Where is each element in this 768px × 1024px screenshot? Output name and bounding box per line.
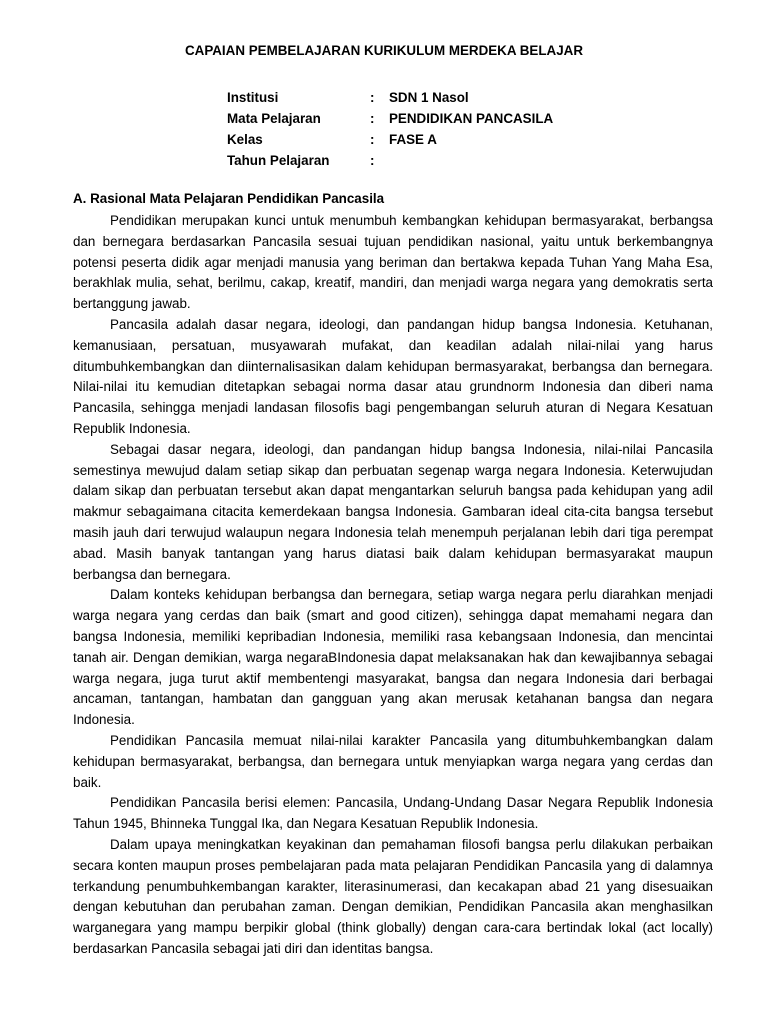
- meta-label: Kelas: [227, 132, 263, 147]
- paragraph: Pendidikan merupakan kunci untuk menumbuh kembangkan kehidupan bermasyarakat, berbangsa dan bernegara berdasarkan Pancasila sesuai tujuan pendidikan nasional, yaitu untuk berkembangnya potensi peserta didik agar menjadi manusia yang beriman dan bertakwa kepada Tuhan Yang Maha Esa, berakhlak mulia, sehat, berilmu, cakap, kreatif, mandiri, dan menjadi warga negara yang demokratis serta bertanggung jawab.: [73, 213, 713, 312]
- paragraph: Dalam upaya meningkatkan keyakinan dan pemahaman filosofi bangsa perlu dilakukan perbaikan secara konten maupun proses pembelajaran pada mata pelajaran Pendidikan Pancasila yang di dalamnya terkandung penumbuhkembangan karakter, literasinumerasi, dan kecakapan abad 21 yang disesuaikan dengan kebutuhan dan perubahan zaman. Dengan demikian, Pendidikan Pancasila akan menghasilkan warganegara yang mampu berpikir global (think globally) dengan cara-cara bertindak lokal (act locally) berdasarkan Pancasila sebagai jati diri dan identitas bangsa.: [73, 836, 713, 956]
- paragraph: Dalam konteks kehidupan berbangsa dan bernegara, setiap warga negara perlu diarahkan menjadi warga negara yang cerdas dan baik (smart and good citizen), sehingga dapat memahami negara dan bangsa Indonesia, memiliki kepribadian Indonesia, memiliki rasa kebangsaan Indonesia, dan mencintai tanah air. Dengan demikian, warga negaraBIndonesia dapat melaksanakan hak dan kewajibannya sebagai warga negara, juga turut aktif membentengi masyarakat, bangsa dan negara Indonesia dari berbagai ancaman, tantangan, hambatan dan gangguan yang akan merusak ketahanan bangsa dan negara Indonesia.: [73, 587, 713, 728]
- meta-colon: :: [370, 153, 375, 168]
- paragraph: Pancasila adalah dasar negara, ideologi, dan pandangan hidup bangsa Indonesia. Ketuhanan, kemanusiaan, persatuan, musyawarah mufakat, dan keadilan adalah nilai-nilai yang harus ditumbuhkembangkan dan diinternalisasikan dalam kehidupan bermasyarakat, berbangsa dan bernegara. Nilai-nilai itu kemudian ditetapkan sebagai norma dasar atau grundnorm Indonesia dan diberi nama Pancasila, sehingga menjadi landasan filosofis bagi pengembangan seluruh aturan di Negara Kesatuan Republik Indonesia.: [73, 316, 713, 436]
- meta-colon: :: [370, 132, 375, 147]
- paragraph: Pendidikan Pancasila berisi elemen: Pancasila, Undang-Undang Dasar Negara Republik Indonesia Tahun 1945, Bhinneka Tunggal Ika, dan Negara Kesatuan Republik Indonesia.: [73, 795, 713, 832]
- meta-colon: :: [370, 90, 375, 105]
- section-heading: A. Rasional Mata Pelajaran Pendidikan Pancasila: [73, 191, 385, 206]
- meta-value: PENDIDIKAN PANCASILA: [389, 111, 554, 126]
- document-title: CAPAIAN PEMBELAJARAN KURIKULUM MERDEKA BELAJAR: [184, 43, 583, 58]
- meta-value: SDN 1 Nasol: [389, 90, 469, 105]
- meta-label: Mata Pelajaran: [227, 111, 321, 126]
- section-body: [73, 211, 713, 960]
- paragraph: Pendidikan Pancasila memuat nilai-nilai karakter Pancasila yang ditumbuhkembangkan dalam kehidupan bermasyarakat, berbangsa, dan bernegara untuk menyiapkan warga negara yang cerdas dan baik.: [73, 732, 713, 790]
- meta-value: FASE A: [389, 132, 437, 147]
- meta-label: Tahun Pelajaran: [227, 153, 330, 168]
- meta-colon: :: [370, 111, 375, 126]
- paragraph: Sebagai dasar negara, ideologi, dan pandangan hidup bangsa Indonesia, nilai-nilai Pancasila semestinya mewujud dalam setiap sikap dan perbuatan segenap warga negara Indonesia. Keterwujudan dalam sikap dan perbuatan tersebut akan dapat mengantarkan seluruh bangsa pada kehidupan yang adil makmur sebagaimana citacita kemerdekaan bangsa Indonesia. Gambaran ideal cita-cita bangsa tersebut masih jauh dari terwujud walaupun negara Indonesia telah menempuh perjalanan lebih dari tiga perempat abad. Masih banyak tantangan yang harus diatasi baik dalam kehidupan bermasyarakat maupun berbangsa dan bernegara.: [73, 441, 713, 582]
- meta-label: Institusi: [227, 90, 279, 105]
